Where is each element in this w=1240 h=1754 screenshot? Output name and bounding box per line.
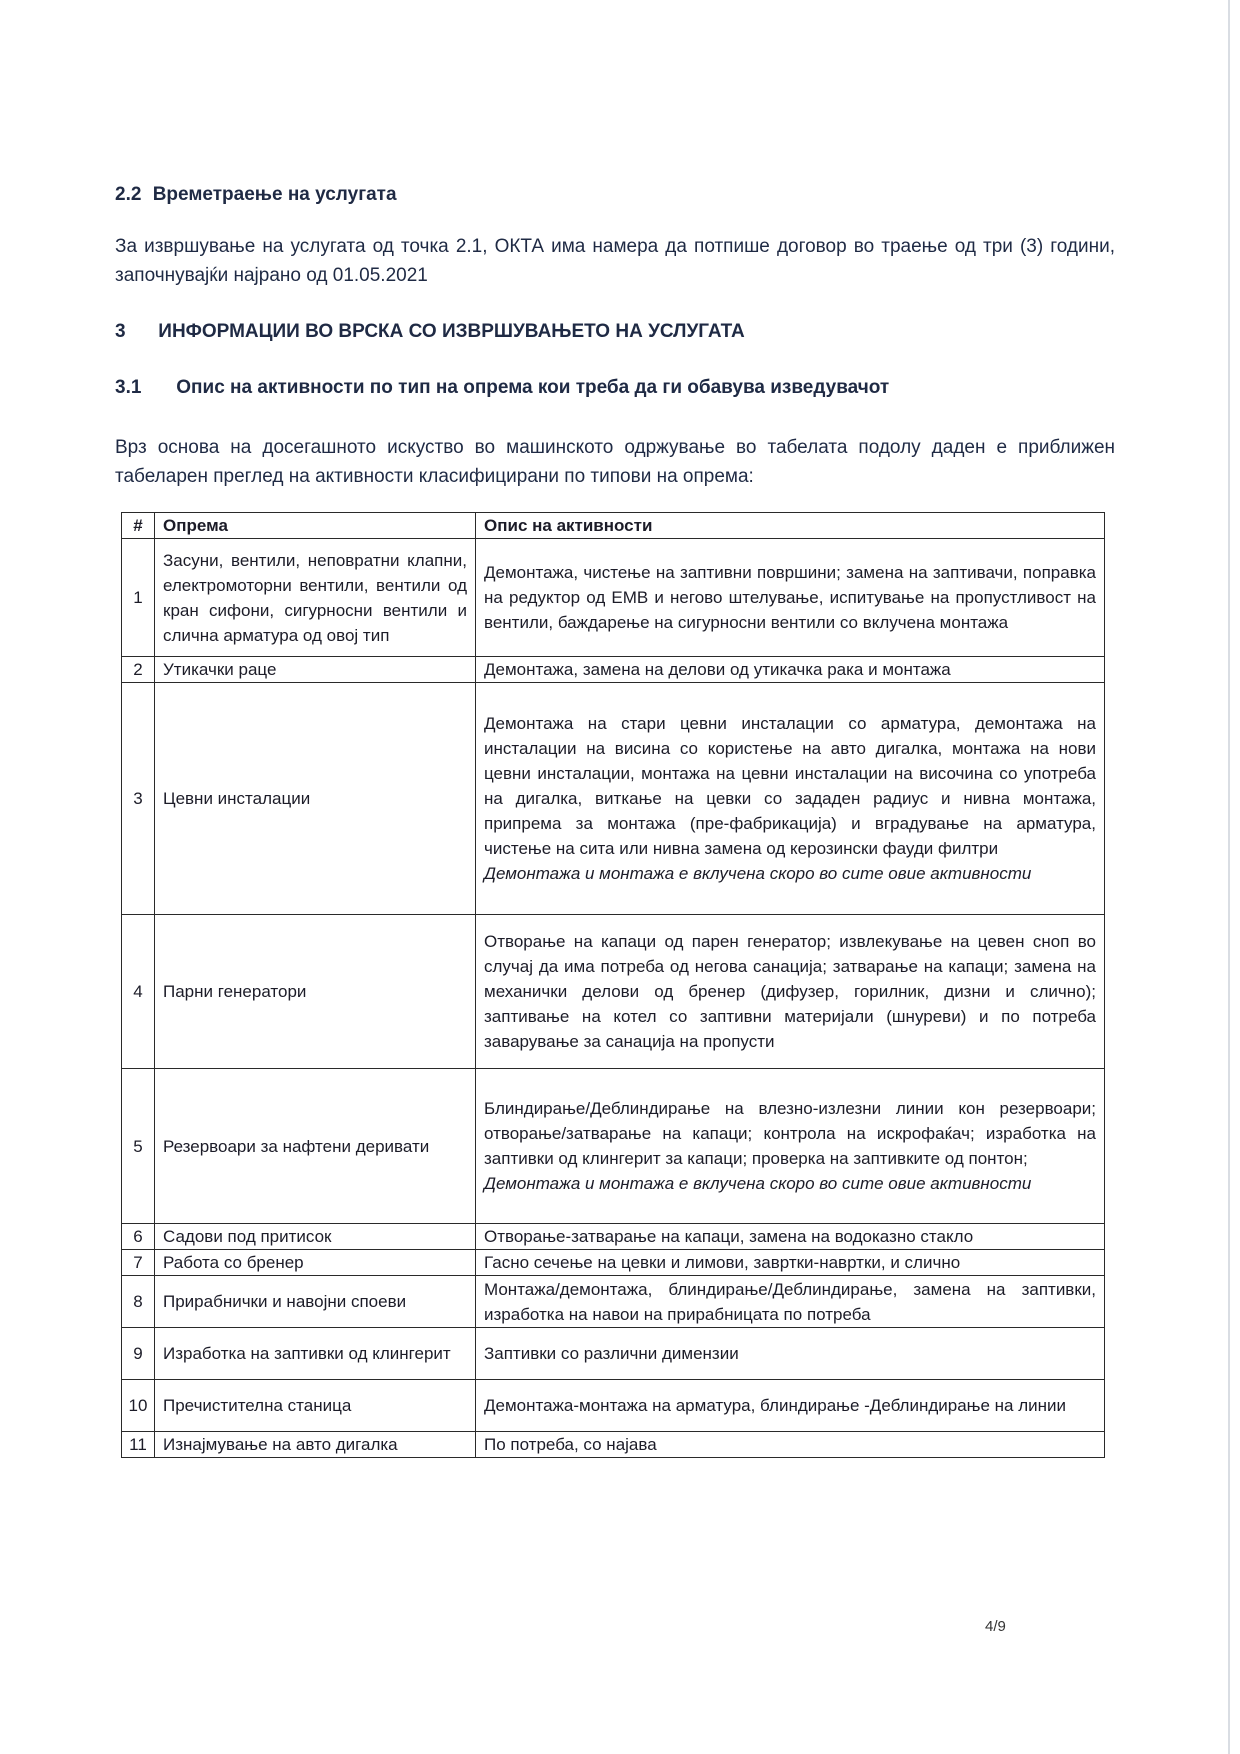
section-number: 3 [115, 321, 126, 342]
row-equipment: Прирабнички и навојни споеви [155, 1276, 476, 1328]
row-equipment: Засуни, вентили, неповратни клапни, електромоторни вентили, вентили од кран сифони, сигурносни вентили и слична арматура од овој тип [155, 539, 476, 657]
section-3-heading [115, 321, 745, 343]
table-row [122, 1069, 1105, 1224]
row-activity-note: Демонтажа и монтажа е вклучена скоро во сите овие активности [484, 1174, 1032, 1193]
row-equipment: Работа со бренер [155, 1250, 476, 1276]
section-title: Опис на активности по тип на опрема кои треба да ги обавува изведувачот [176, 377, 890, 398]
row-number: 9 [122, 1328, 155, 1380]
row-equipment: Пречистителна станица [155, 1380, 476, 1432]
row-activity-cell [476, 1069, 1105, 1224]
page-number: 4/9 [985, 1618, 1006, 1635]
table-row [122, 1250, 1105, 1276]
table-row [122, 1380, 1105, 1432]
section-title: Времетраење на услугата [152, 184, 397, 205]
row-activity: Заптивки со различни димензии [476, 1328, 1105, 1380]
row-number: 5 [122, 1069, 155, 1224]
row-number: 7 [122, 1250, 155, 1276]
section-title: ИНФОРМАЦИИ ВО ВРСКА СО ИЗВРШУВАЊЕТО НА УСЛУГАТА [158, 321, 745, 342]
row-activity: Блиндирање/Деблиндирање на влезно-излезни линии кон резервоари; отворање/затварање на капаци; контрола на искрофаќач; изработка на заптивки од клингерит за капаци; проверка на заптивките од понтон; [484, 1099, 1096, 1168]
table-row [122, 1276, 1105, 1328]
row-equipment: Садови под притисок [155, 1224, 476, 1250]
header-activity: Опис на активности [476, 513, 1105, 539]
row-activity: Демонтажа на стари цевни инсталации со арматура, демонтажа на инсталации на висина со користење на авто дигалка, монтажа на нови цевни инсталации, монтажа на цевни инсталации на височина со употреба на дигалка, виткање на цевки со зададен радиус и нивна монтажа, припрема за монтажа (пре-фабрикација) и вградување на арматура, чистење на сита или нивна замена од керозински фауди филтри [484, 714, 1096, 858]
table-row [122, 1328, 1105, 1380]
table-row [122, 1224, 1105, 1250]
row-number: 10 [122, 1380, 155, 1432]
row-equipment: Изработка на заптивки од клингерит [155, 1328, 476, 1380]
activities-table [121, 512, 1105, 1458]
table-header-row [122, 513, 1105, 539]
row-equipment: Резервоари за нафтени деривати [155, 1069, 476, 1224]
table-row [122, 915, 1105, 1069]
row-number: 3 [122, 683, 155, 915]
row-activity: Отворање-затварање на капаци, замена на водоказно стакло [476, 1224, 1105, 1250]
row-number: 4 [122, 915, 155, 1069]
section-2-2-paragraph: За извршување на услугата од точка 2.1, ОКТА има намера да потпише договор во траење од три (3) години, започнувајќи најрано од 01.05.2021 [115, 236, 1115, 286]
table-row [122, 539, 1105, 657]
row-activity: Монтажа/демонтажа, блиндирање/Деблиндирање, замена на заптивки, изработка на навои на прирабницата по потреба [476, 1276, 1105, 1328]
row-number: 8 [122, 1276, 155, 1328]
row-number: 1 [122, 539, 155, 657]
row-activity: Демонтажа, замена на делови од утикачка рака и монтажа [476, 657, 1105, 683]
row-activity: Отворање на капаци од парен генератор; извлекување на цевен сноп во случај да има потреба од негова санација; затварање на капаци; замена на механички делови од бренер (дифузер, горилник, дизни и слично); заптивање на котел со заптивни материјали (шнуреви) и по потреба заварување за санација на пропусти [476, 915, 1105, 1069]
section-number: 2.2 [115, 184, 142, 205]
row-number: 6 [122, 1224, 155, 1250]
row-activity-cell [476, 683, 1105, 915]
section-3-1-heading [115, 377, 889, 399]
page-edge [1228, 0, 1230, 1754]
row-activity: Демонтажа, чистење на заптивни површини; замена на заптивачи, поправка на редуктор од ЕМВ и негово штелување, испитување на пропустливост на вентили, баждарење на сигурносни вентили со вклучена монтажа [476, 539, 1105, 657]
header-equipment: Опрема [155, 513, 476, 539]
row-number: 2 [122, 657, 155, 683]
row-number: 11 [122, 1432, 155, 1458]
header-number: # [122, 513, 155, 539]
row-equipment: Утикачки раце [155, 657, 476, 683]
table-row [122, 1432, 1105, 1458]
section-2-2-heading [115, 184, 397, 206]
row-equipment: Изнајмување на авто дигалка [155, 1432, 476, 1458]
row-activity: По потреба, со најава [476, 1432, 1105, 1458]
row-equipment: Цевни инсталации [155, 683, 476, 915]
row-activity: Демонтажа-монтажа на арматура, блиндирање -Деблиндирање на линии [476, 1380, 1105, 1432]
table-row [122, 683, 1105, 915]
row-equipment: Парни генератори [155, 915, 476, 1069]
table-row [122, 657, 1105, 683]
section-number: 3.1 [115, 377, 142, 398]
row-activity-note: Демонтажа и монтажа е вклучена скоро во сите овие активности [484, 864, 1032, 883]
section-3-1-paragraph: Врз основа на досегашното искуство во машинското одржување во табелата подолу даден е приближен табеларен преглед на активности класифицирани по типови на опрема: [115, 437, 1115, 487]
row-activity: Гасно сечење на цевки и лимови, завртки-навртки, и слично [476, 1250, 1105, 1276]
